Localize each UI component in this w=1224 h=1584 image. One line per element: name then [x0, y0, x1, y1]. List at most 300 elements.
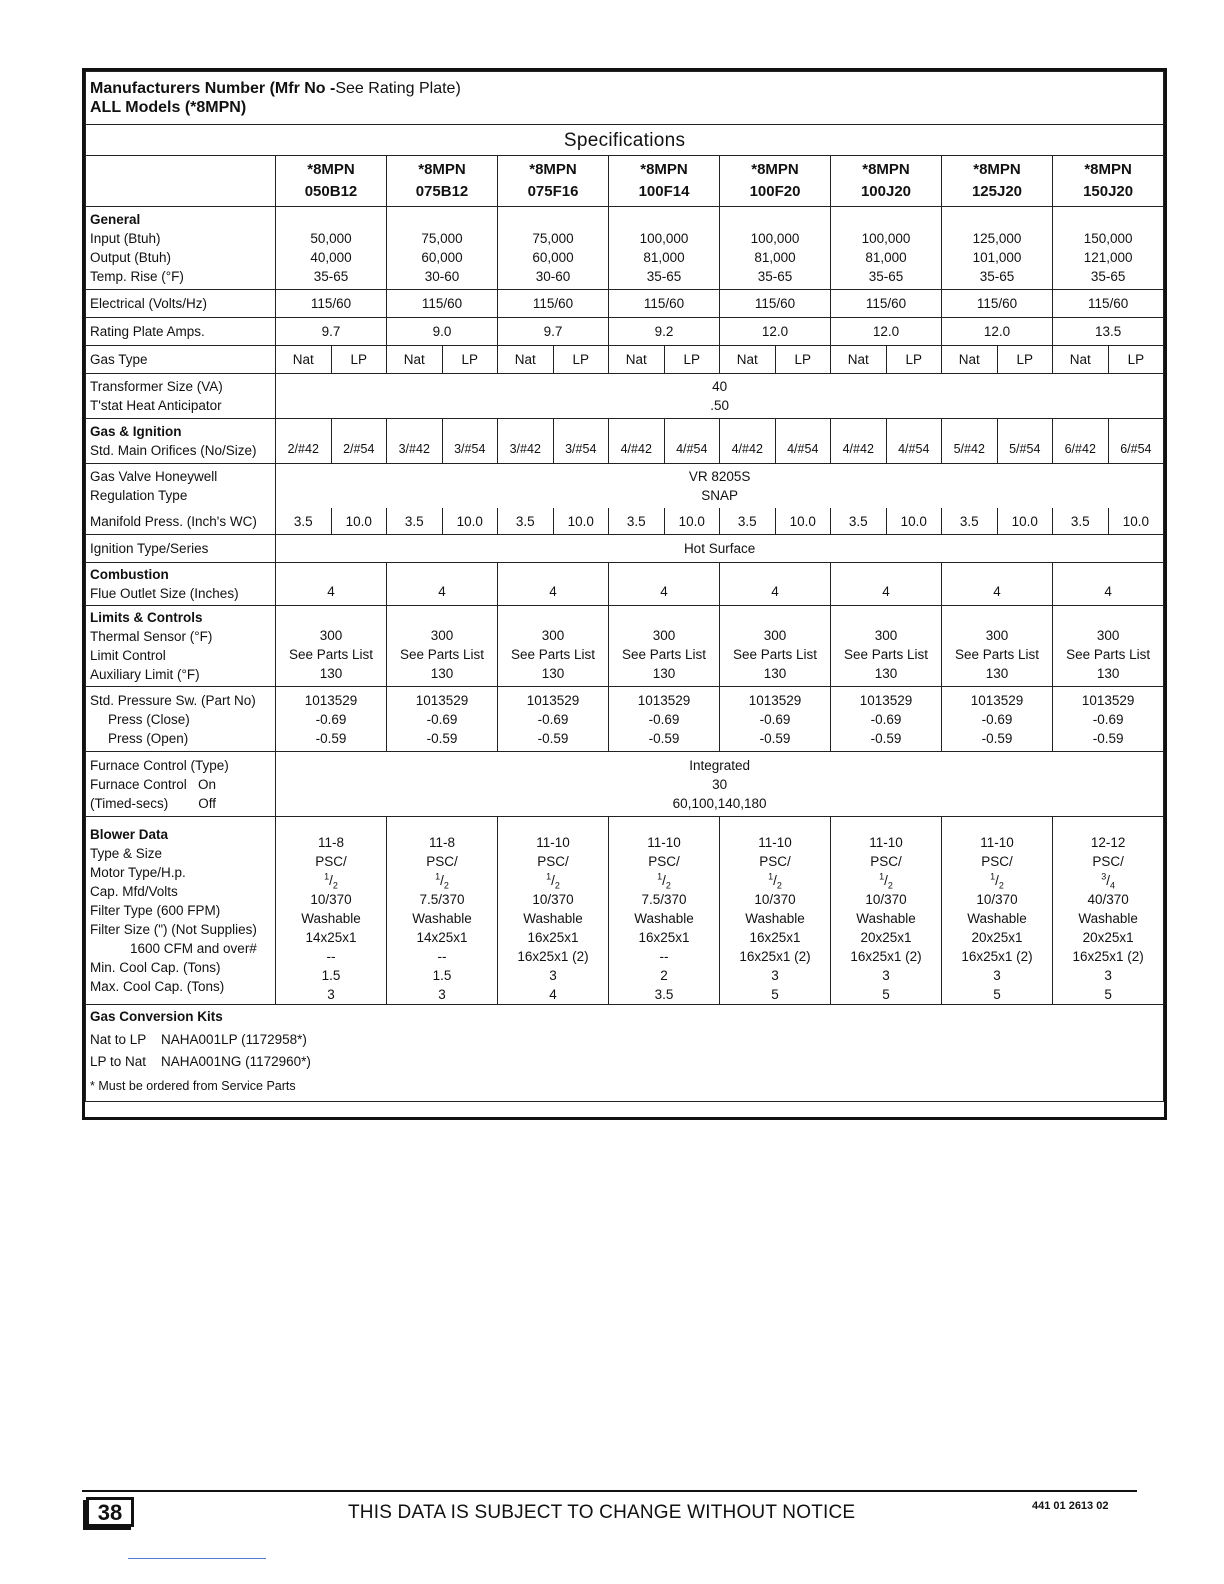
blower-max: 3: [327, 987, 335, 1002]
pressure-value: -0.59: [759, 730, 791, 746]
rating-amps-label: [86, 318, 276, 346]
limits-values: [387, 606, 498, 687]
manifold-cell: [942, 508, 998, 535]
blower-filter: Washable: [856, 911, 916, 926]
pressure-value: 1013529: [1081, 692, 1135, 708]
general-value: 100,000: [639, 230, 689, 246]
manifold-cell: [609, 508, 665, 535]
manifold-cell: [886, 508, 942, 535]
furnace-control-label: (Timed-secs) Off: [90, 795, 217, 811]
hp-numerator: 1: [990, 871, 996, 882]
lp-text: LP: [350, 352, 367, 367]
lp-text: LP: [572, 352, 589, 367]
value-text: 115/60: [1087, 296, 1129, 311]
blower-filter: Washable: [967, 911, 1027, 926]
value-text: 9.0: [432, 324, 452, 339]
motor-type: PSC/: [426, 854, 458, 869]
model-prefix: *8MPN: [640, 161, 688, 178]
pressure-value: -0.59: [315, 730, 347, 746]
orifice-cell: [387, 419, 443, 464]
blank-cell: [86, 156, 276, 207]
footer-rule: [82, 1490, 1137, 1492]
blower-filter: Washable: [745, 911, 805, 926]
blower-motor: PSC/ $^1/_2$: [835, 852, 937, 890]
blower-size: 16x25x1: [638, 930, 690, 945]
blower-size: 16x25x1: [749, 930, 801, 945]
pressure-value: -0.59: [981, 730, 1013, 746]
motor-type: PSC/: [537, 854, 569, 869]
general-values: [1053, 207, 1164, 290]
value-cell: [276, 318, 387, 346]
model-header: [609, 156, 720, 207]
manifold-value: 10.0: [900, 513, 927, 529]
general-value: 50,000: [310, 230, 352, 246]
model-header: [1053, 156, 1164, 207]
orifice-value: 3/#54: [454, 441, 486, 456]
value-cell: [942, 290, 1053, 318]
general-value: 100,000: [861, 230, 911, 246]
flue-value-cell: [1053, 563, 1164, 606]
model-header: [498, 156, 609, 207]
gas-type-lp: [442, 346, 498, 374]
general-value: 81,000: [643, 249, 685, 265]
model-prefix: *8MPN: [307, 161, 355, 178]
limits-value: See Parts List: [510, 646, 596, 662]
flue-value-cell: [498, 563, 609, 606]
general-value: 40,000: [310, 249, 352, 265]
hp-denominator: 2: [443, 880, 449, 891]
combustion-labels: [86, 563, 276, 606]
blower-label: Cap. Mfd/Volts: [90, 884, 178, 899]
value-cell: [609, 318, 720, 346]
blower-over: --: [659, 949, 669, 964]
limits-value: See Parts List: [399, 646, 485, 662]
blower-type: 11-10: [536, 835, 570, 850]
orifice-value: 5/#42: [953, 441, 985, 456]
model-code: 150J20: [1083, 183, 1134, 200]
blower-min: 1.5: [432, 968, 452, 983]
ignition-label-text: Ignition Type/Series: [90, 541, 209, 556]
manifold-label-text: Manifold Press. (Inch's WC): [90, 513, 257, 529]
electrical-row: [86, 290, 1164, 318]
nat-text: Nat: [514, 352, 536, 367]
orifice-cell: [997, 419, 1053, 464]
flue-value-cell: [276, 563, 387, 606]
blower-min: 3: [1104, 968, 1112, 983]
transformer-label: T'stat Heat Anticipator: [90, 398, 222, 413]
manifold-cell: [720, 508, 776, 535]
value-cell: [609, 290, 720, 318]
pressure-values: [387, 687, 498, 752]
value-cell: [498, 290, 609, 318]
value-text: 115/60: [310, 296, 352, 311]
transformer-label: Transformer Size (VA): [90, 379, 223, 394]
manifold-cell: [276, 508, 332, 535]
limits-value: 300: [652, 627, 676, 643]
manifold-value: 10.0: [1122, 513, 1149, 529]
section-limits: Limits & Controls: [90, 610, 203, 625]
value-cell: [498, 318, 609, 346]
flue-value: 4: [660, 583, 668, 599]
blower-values: [831, 817, 942, 1005]
section-combustion: Combustion: [90, 567, 169, 582]
section-conversion: Gas Conversion Kits: [90, 1009, 223, 1024]
gas-type-nat: [1053, 346, 1109, 374]
limits-value: See Parts List: [621, 646, 707, 662]
spec-title-row: [86, 125, 1164, 156]
gas-valve-labels: [86, 464, 276, 509]
general-row: [86, 207, 1164, 290]
limits-value: 300: [430, 627, 454, 643]
hp-denominator: 2: [665, 880, 671, 891]
manifold-cell: [387, 508, 443, 535]
orifice-value: 2/#42: [287, 441, 319, 456]
blower-max: 5: [1104, 987, 1112, 1002]
pressure-value: 1013529: [748, 692, 802, 708]
manifold-cell: [997, 508, 1053, 535]
spec-title: [86, 125, 1164, 156]
value-cell: [387, 318, 498, 346]
model-header: [720, 156, 831, 207]
blower-label: Max. Cool Cap. (Tons): [90, 979, 225, 994]
blower-type: 11-10: [758, 835, 792, 850]
model-code: 125J20: [971, 183, 1023, 200]
motor-type: PSC/: [759, 854, 791, 869]
flue-value-cell: [942, 563, 1053, 606]
orifice-cell: [664, 419, 720, 464]
pressure-values: [720, 687, 831, 752]
limits-label: Auxiliary Limit (°F): [90, 667, 200, 682]
pressure-value: 1013529: [637, 692, 691, 708]
blower-max: 5: [771, 987, 779, 1002]
manifold-value: 3.5: [293, 513, 313, 529]
blower-min: 3: [549, 968, 557, 983]
general-value: 35-65: [313, 268, 349, 284]
manifold-cell: [1053, 508, 1109, 535]
specification-sheet: [82, 68, 1167, 1120]
gas-type-lp: [997, 346, 1053, 374]
gas-valve-values: [276, 464, 1164, 509]
furnace-control-row: [86, 752, 1164, 817]
limits-value: 300: [541, 627, 565, 643]
electrical-label-text: Electrical (Volts/Hz): [90, 296, 208, 311]
motor-type: PSC/: [981, 854, 1013, 869]
spec-title-text: Specifications: [563, 129, 686, 151]
blower-size: 20x25x1: [860, 930, 912, 945]
limits-value: 130: [430, 665, 454, 681]
blower-max: 4: [549, 987, 557, 1002]
gas-type-nat: [942, 346, 998, 374]
flue-value-cell: [609, 563, 720, 606]
document-number: 441 01 2613 02: [1032, 1500, 1109, 1512]
blower-max: 5: [993, 987, 1001, 1002]
flue-value: 4: [1104, 583, 1112, 599]
hp-denominator: 2: [998, 880, 1004, 891]
manifold-cell: [331, 508, 387, 535]
general-values: [609, 207, 720, 290]
gas-type-nat: [387, 346, 443, 374]
hp-denominator: 2: [887, 880, 893, 891]
hp-numerator: 1: [546, 871, 552, 882]
pressure-label: Press (Open): [108, 730, 189, 746]
header-line-2: [90, 98, 1159, 117]
lp-text: LP: [683, 352, 700, 367]
value-text: 115/60: [532, 296, 574, 311]
manifold-value: 3.5: [626, 513, 646, 529]
general-labels: [86, 207, 276, 290]
furnace-control-value: 60,100,140,180: [672, 795, 767, 811]
gas-type-lp: [775, 346, 831, 374]
section-general: General: [90, 212, 141, 227]
model-row: [86, 156, 1164, 207]
value-text: 115/60: [976, 296, 1018, 311]
orifice-cell: [498, 419, 554, 464]
transformer-labels: [86, 374, 276, 419]
pressure-value: -0.69: [537, 711, 569, 727]
gas-type-nat: [831, 346, 887, 374]
nat-text: Nat: [958, 352, 980, 367]
hp-denominator: 4: [1109, 880, 1115, 891]
blower-label: Type & Size: [90, 846, 163, 861]
orifice-cell: [1108, 419, 1164, 464]
manifold-label: [86, 508, 276, 535]
blower-cap: 10/370: [532, 892, 574, 907]
hp-denominator: 2: [554, 880, 560, 891]
section-blower: Blower Data: [90, 827, 169, 842]
manifold-value: 10.0: [456, 513, 483, 529]
blower-type: 11-10: [869, 835, 903, 850]
pressure-value: -0.69: [426, 711, 458, 727]
general-value: 75,000: [532, 230, 574, 246]
pressure-value: -0.69: [759, 711, 791, 727]
combustion-row: [86, 563, 1164, 606]
pressure-value: -0.69: [870, 711, 902, 727]
general-label: Output (Btuh): [90, 250, 172, 265]
orifice-cell: [942, 419, 998, 464]
blower-label: Motor Type/H.p.: [90, 865, 186, 880]
pressure-value: -0.59: [1092, 730, 1124, 746]
blower-label: Min. Cool Cap. (Tons): [90, 960, 221, 975]
blower-motor: PSC/ $^1/_2$: [391, 852, 493, 890]
value-cell: [720, 318, 831, 346]
model-header: [387, 156, 498, 207]
blower-type: 11-8: [428, 835, 456, 850]
ignition-value: [276, 535, 1164, 563]
orifice-value: 3/#42: [398, 441, 430, 456]
orifice-cell: [775, 419, 831, 464]
blower-filter: Washable: [412, 911, 472, 926]
model-prefix: *8MPN: [751, 161, 799, 178]
value-cell: [942, 318, 1053, 346]
blower-cap: 40/370: [1087, 892, 1129, 907]
orifice-cell: [720, 419, 776, 464]
furnace-control-value: Integrated: [689, 757, 750, 773]
motor-type: PSC/: [648, 854, 680, 869]
change-notice: THIS DATA IS SUBJECT TO CHANGE WITHOUT NOTICE: [348, 1502, 856, 1523]
blower-values: [498, 817, 609, 1005]
blower-cap: 10/370: [754, 892, 796, 907]
orifice-value: 6/#54: [1120, 441, 1152, 456]
pressure-value: -0.69: [981, 711, 1013, 727]
nat-text: Nat: [292, 352, 314, 367]
pressure-value: -0.69: [648, 711, 680, 727]
manifold-row: [86, 508, 1164, 535]
hp-numerator: 1: [657, 871, 663, 882]
limits-values: [831, 606, 942, 687]
nat-text: Nat: [736, 352, 758, 367]
motor-type: PSC/: [870, 854, 902, 869]
hp-numerator: 3: [1101, 871, 1107, 882]
manifold-cell: [442, 508, 498, 535]
orifice-value: 4/#42: [842, 441, 874, 456]
gas-type-label-text: Gas Type: [90, 352, 148, 367]
pressure-row: [86, 687, 1164, 752]
limits-value: 130: [652, 665, 676, 681]
model-code: 100F20: [749, 183, 801, 200]
general-value: 75,000: [421, 230, 463, 246]
pressure-value: 1013529: [415, 692, 469, 708]
lp-text: LP: [461, 352, 478, 367]
general-value: 100,000: [750, 230, 800, 246]
general-value: 121,000: [1083, 249, 1133, 265]
blower-cap: 10/370: [865, 892, 907, 907]
model-code: 100J20: [860, 183, 912, 200]
blower-motor: PSC/ $^1/_2$: [946, 852, 1048, 890]
model-code: 075B12: [415, 183, 469, 200]
conversion-kits: [86, 1005, 1164, 1102]
gas-type-lp: [886, 346, 942, 374]
blower-row: [86, 817, 1164, 1005]
limits-value: See Parts List: [288, 646, 374, 662]
blower-over: --: [437, 949, 447, 964]
manifold-cell: [553, 508, 609, 535]
model-header: [276, 156, 387, 207]
lp-text: LP: [1127, 352, 1145, 367]
blower-motor: PSC/ $^1/_2$: [502, 852, 604, 890]
model-code: 075F16: [527, 183, 579, 200]
manifold-cell: [775, 508, 831, 535]
blower-filter: Washable: [634, 911, 694, 926]
valve-value: SNAP: [701, 488, 738, 503]
limits-value: See Parts List: [843, 646, 929, 662]
model-prefix: *8MPN: [973, 161, 1021, 178]
gas-ignition-labels: [86, 419, 276, 464]
blower-cap: 10/370: [976, 892, 1018, 907]
value-cell: [1053, 290, 1164, 318]
blower-max: 3: [438, 987, 446, 1002]
flue-value-cell: [720, 563, 831, 606]
pressure-value: 1013529: [526, 692, 580, 708]
value-cell: [831, 318, 942, 346]
orifice-value: 6/#42: [1064, 441, 1096, 456]
blower-values: [1053, 817, 1164, 1005]
hp-denominator: 2: [332, 880, 338, 891]
model-prefix: *8MPN: [862, 161, 910, 178]
furnace-control-label: Furnace Control On: [90, 776, 217, 792]
orifice-value: 4/#54: [898, 441, 930, 456]
blower-motor: PSC/ $^1/_2$: [613, 852, 715, 890]
blower-values: [942, 817, 1053, 1005]
transformer-values: [276, 374, 1164, 419]
orifice-cell: [553, 419, 609, 464]
specifications-table: [85, 71, 1164, 1102]
general-value: 30-60: [424, 268, 460, 284]
blower-values: [276, 817, 387, 1005]
value-text: 115/60: [865, 296, 907, 311]
manifold-value: 3.5: [848, 513, 868, 529]
gas-type-label: [86, 346, 276, 374]
flue-value-cell: [831, 563, 942, 606]
header-line-1: [90, 79, 1159, 98]
manifold-cell: [664, 508, 720, 535]
orifice-value: 2/#54: [343, 441, 375, 456]
valve-value: VR 8205S: [688, 469, 751, 484]
orifice-value: 5/#54: [1009, 441, 1041, 456]
blower-min: 1.5: [321, 968, 341, 983]
flue-value: 4: [882, 583, 890, 599]
general-value: 35-65: [1090, 268, 1126, 284]
value-cell: [720, 290, 831, 318]
manifold-value: 3.5: [1070, 513, 1090, 529]
manifold-cell: [831, 508, 887, 535]
motor-type: PSC/: [1092, 854, 1124, 869]
value-cell: [276, 290, 387, 318]
limits-value: See Parts List: [954, 646, 1040, 662]
orifice-cell: [886, 419, 942, 464]
footer-link-rule: [128, 1558, 266, 1559]
blower-filter: Washable: [1078, 911, 1138, 926]
blower-max: 3.5: [654, 987, 674, 1002]
gas-type-nat: [609, 346, 665, 374]
blower-motor: PSC/ $^3/_4$: [1057, 852, 1159, 890]
pressure-values: [831, 687, 942, 752]
conversion-kit: Nat to LP NAHA001LP (1172958*): [90, 1032, 307, 1047]
limits-value: 300: [874, 627, 898, 643]
blower-size: 14x25x1: [305, 930, 357, 945]
flue-value: 4: [993, 583, 1001, 599]
conversion-kit: LP to Nat NAHA001NG (1172960*): [90, 1054, 311, 1069]
general-values: [720, 207, 831, 290]
rating-amps-label-text: Rating Plate Amps.: [90, 324, 205, 339]
pressure-values: [498, 687, 609, 752]
lp-text: LP: [905, 352, 922, 367]
general-value: 35-65: [757, 268, 793, 284]
orifice-cell: [831, 419, 887, 464]
limits-label: Thermal Sensor (°F): [90, 629, 213, 644]
value-text: 115/60: [643, 296, 685, 311]
rating-amps-row: [86, 318, 1164, 346]
value-text: 115/60: [421, 296, 463, 311]
blower-over: 16x25x1 (2): [850, 949, 922, 964]
gas-type-lp: [1108, 346, 1164, 374]
general-values: [942, 207, 1053, 290]
blower-label: 1600 CFM and over#: [130, 941, 257, 956]
transformer-value: 40: [712, 379, 728, 394]
blower-cap: 7.5/370: [419, 892, 465, 907]
general-label: Input (Btuh): [90, 231, 161, 246]
flue-value: 4: [549, 583, 557, 599]
hp-denominator: 2: [776, 880, 782, 891]
electrical-label: [86, 290, 276, 318]
lp-text: LP: [1016, 352, 1033, 367]
general-value: 81,000: [754, 249, 796, 265]
limits-value: 130: [985, 665, 1009, 681]
limits-value: 130: [319, 665, 343, 681]
conversion-footnote: * Must be ordered from Service Parts: [90, 1079, 296, 1093]
pressure-label: Std. Pressure Sw. (Part No): [90, 692, 256, 708]
nat-text: Nat: [1069, 352, 1091, 367]
pressure-value: -0.69: [315, 711, 347, 727]
